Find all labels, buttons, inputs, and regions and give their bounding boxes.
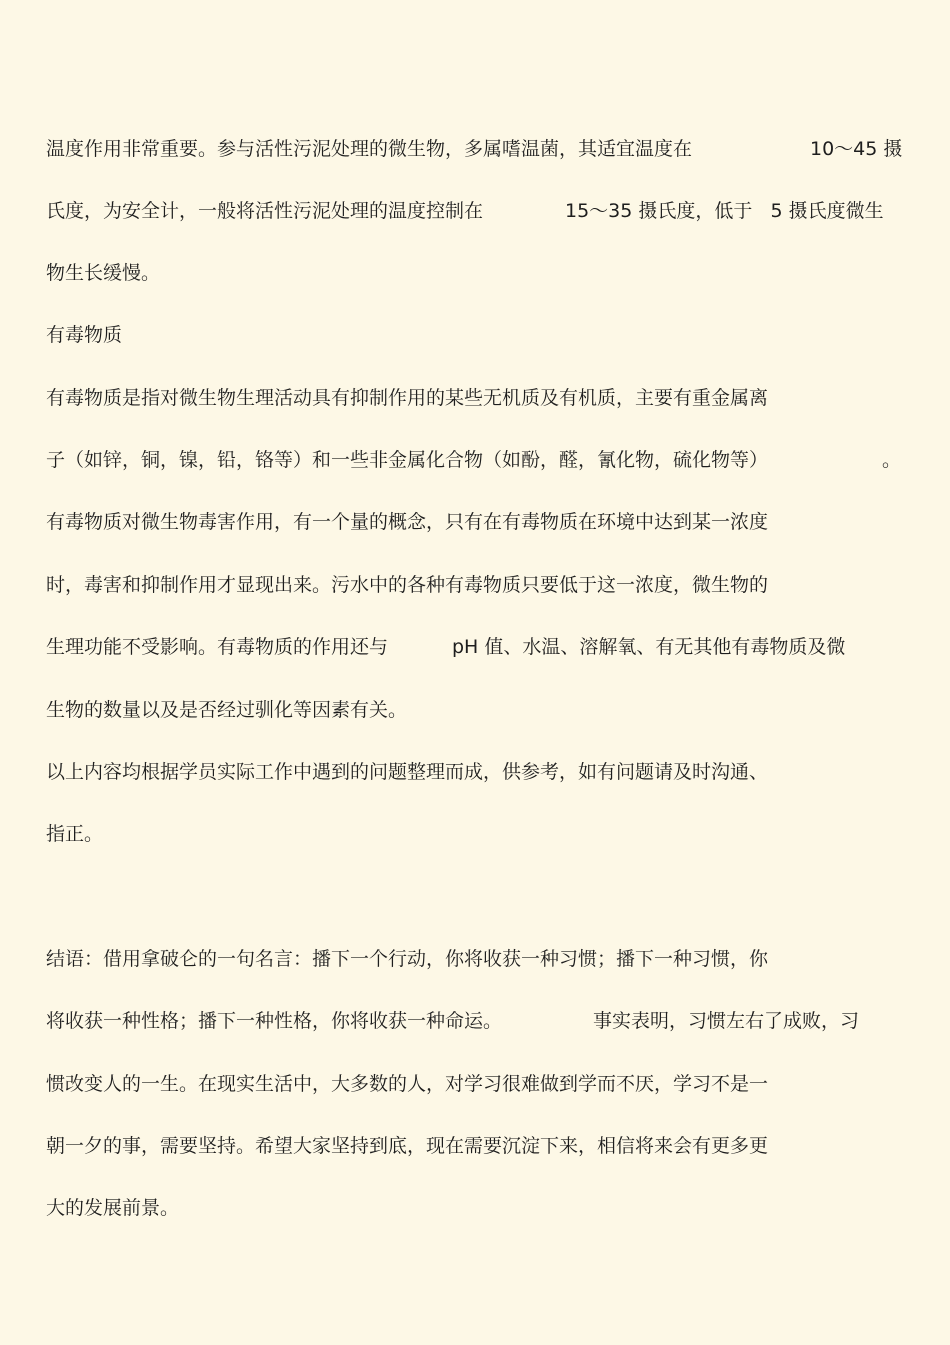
text-line-14-tail: 事实表明，习惯左右了成败，习 (593, 1010, 860, 1032)
text-line-1: 温度作用非常重要。参与活性污泥处理的微生物，多属嗜温菌，其适宜温度在 (46, 138, 693, 160)
text-line-13: 结语：借用拿破仑的一句名言：播下一个行动，你将收获一种习惯；播下一种习惯，你 (46, 948, 769, 970)
text-line-6: 子（如锌，铜，镍，铅，铬等）和一些非金属化合物（如酚，醛，氰化物，硫化物等） (46, 449, 769, 471)
text-line-10: 生物的数量以及是否经过驯化等因素有关。 (46, 699, 408, 721)
text-line-8: 时，毒害和抑制作用才显现出来。污水中的各种有毒物质只要低于这一浓度，微生物的 (46, 574, 769, 596)
text-line-1-tail: 10～45 摄 (810, 138, 903, 160)
text-line-3: 物生长缓慢。 (46, 262, 161, 284)
text-line-6-tail: 。 (882, 449, 902, 471)
text-line-9: 生理功能不受影响。有毒物质的作用还与 (46, 636, 389, 658)
text-line-2-tail: 15～35 摄氏度，低于 5 摄氏度微生 (565, 200, 884, 222)
text-line-15: 惯改变人的一生。在现实生活中，大多数的人，对学习很难做到学而不厌，学习不是一 (46, 1073, 769, 1095)
text-line-9-tail: pH 值、水温、溶解氧、有无其他有毒物质及微 (452, 636, 846, 658)
text-line-5: 有毒物质是指对微生物生理活动具有抑制作用的某些无机质及有机质，主要有重金属离 (46, 387, 769, 409)
text-line-2: 氏度，为安全计，一般将活性污泥处理的温度控制在 (46, 200, 484, 222)
text-line-12: 指正。 (46, 823, 104, 845)
text-line-7: 有毒物质对微生物毒害作用，有一个量的概念，只有在有毒物质在环境中达到某一浓度 (46, 511, 769, 533)
section-heading: 有毒物质 (46, 324, 123, 346)
text-line-14: 将收获一种性格；播下一种性格，你将收获一种命运。 (46, 1010, 503, 1032)
text-line-17: 大的发展前景。 (46, 1197, 180, 1219)
text-line-11: 以上内容均根据学员实际工作中遇到的问题整理而成，供参考，如有问题请及时沟通、 (46, 761, 769, 783)
text-line-16: 朝一夕的事，需要坚持。希望大家坚持到底，现在需要沉淀下来，相信将来会有更多更 (46, 1135, 769, 1157)
